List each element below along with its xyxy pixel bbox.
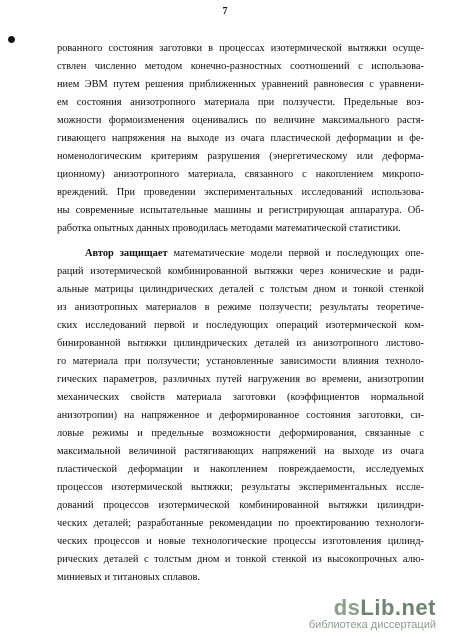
paragraph-2-first-line — [57, 245, 424, 263]
text-line: процессов изотермической вытяжки; результаты экспериментальных иссле- — [57, 482, 424, 493]
document-body — [57, 40, 424, 587]
text-line: ческих процессов и новые технологические процессы изготовления цилинд- — [57, 536, 424, 547]
first-line-rest: математические модели первой и последующих опе- — [167, 248, 424, 259]
watermark — [309, 597, 436, 631]
watermark-logo: dsLib.net — [333, 595, 436, 620]
text-line: пластической деформации и накоплением повреждаемости, исследуемых — [57, 464, 424, 475]
text-line: вреждений. При проведении экспериментальных исследований использова- — [57, 187, 424, 198]
text-line: ских исследований первой и последующих операций изотермической ком- — [57, 320, 424, 331]
paragraph-2 — [57, 245, 424, 587]
text-line: ческих деталей; разработанные рекомендации по проектированию технологи- — [57, 518, 424, 529]
text-line: ствлен численно методом конечно-разностных соотношений с использова- — [57, 61, 424, 72]
text-line: нием ЭВМ путем решения приближенных уравнений равновесия с уравнени- — [57, 79, 424, 90]
text-line: дований процессов изотермической комбинированной вытяжки цилиндри- — [57, 500, 424, 511]
text-line: гических параметров, различных путей нагружения во времени, анизотропии — [57, 374, 424, 385]
text-line: гивающего напряжения на выходе из очага пластической деформации и фе- — [57, 133, 424, 144]
text-line: ловые режимы и предельные возможности деформирования, связанные с — [57, 428, 424, 439]
paragraph-1 — [57, 40, 424, 238]
text-line: работка опытных данных проводилась методами математической статистики. — [57, 223, 401, 234]
text-line: анизотропии) на напряженное и деформированное состояния заготовки, си- — [57, 410, 424, 421]
page-number: 7 — [222, 6, 228, 17]
text-line: раций изотермической комбинированной вытяжки через конические и ради- — [57, 266, 424, 277]
text-line: механических свойств материала заготовки (коэффициентов нормальной — [57, 392, 424, 403]
text-line: максимальной величиной растягивающих напряжений на выходе из очага — [57, 446, 424, 457]
text-line: рованного состояния заготовки в процессах изотермической вытяжки осуще- — [57, 43, 424, 54]
text-line: бинированной вытяжки цилиндрических деталей из анизотропного листово- — [57, 338, 424, 349]
watermark-subtitle: библиотека диссертаций — [308, 619, 436, 631]
paragraph-gap — [57, 238, 424, 245]
text-line: альные матрицы цилиндрических деталей с толстым дном и тонкой стенкой — [57, 284, 424, 295]
bullet-mark — [8, 36, 15, 43]
text-line: ны современные испытательные машины и регистрирующая аппаратура. Об- — [57, 205, 424, 216]
text-line: ционному) анизотропного материала, связанного с накоплением микропо- — [57, 169, 424, 180]
text-line: номенологическим критериям разрушения (энергетическому или деформа- — [57, 151, 424, 162]
text-line: рических деталей с толстым дном и тонкой стенкой из высокопрочных алю- — [57, 554, 424, 565]
text-line: миниевых и титановых сплавов. — [57, 572, 201, 583]
text-line: из анизотропных материалов в режиме ползучести; результаты теоретиче- — [57, 302, 424, 313]
bold-lead: Автор защищает — [85, 248, 168, 259]
text-line: го материала при ползучести; установленные зависимости влияния техноло- — [57, 356, 424, 367]
text-line: ем состояния анизотропного материала при ползучести. Предельные воз- — [57, 97, 424, 108]
text-line: можности формоизменения оценивались по величине максимального растя- — [57, 115, 424, 126]
